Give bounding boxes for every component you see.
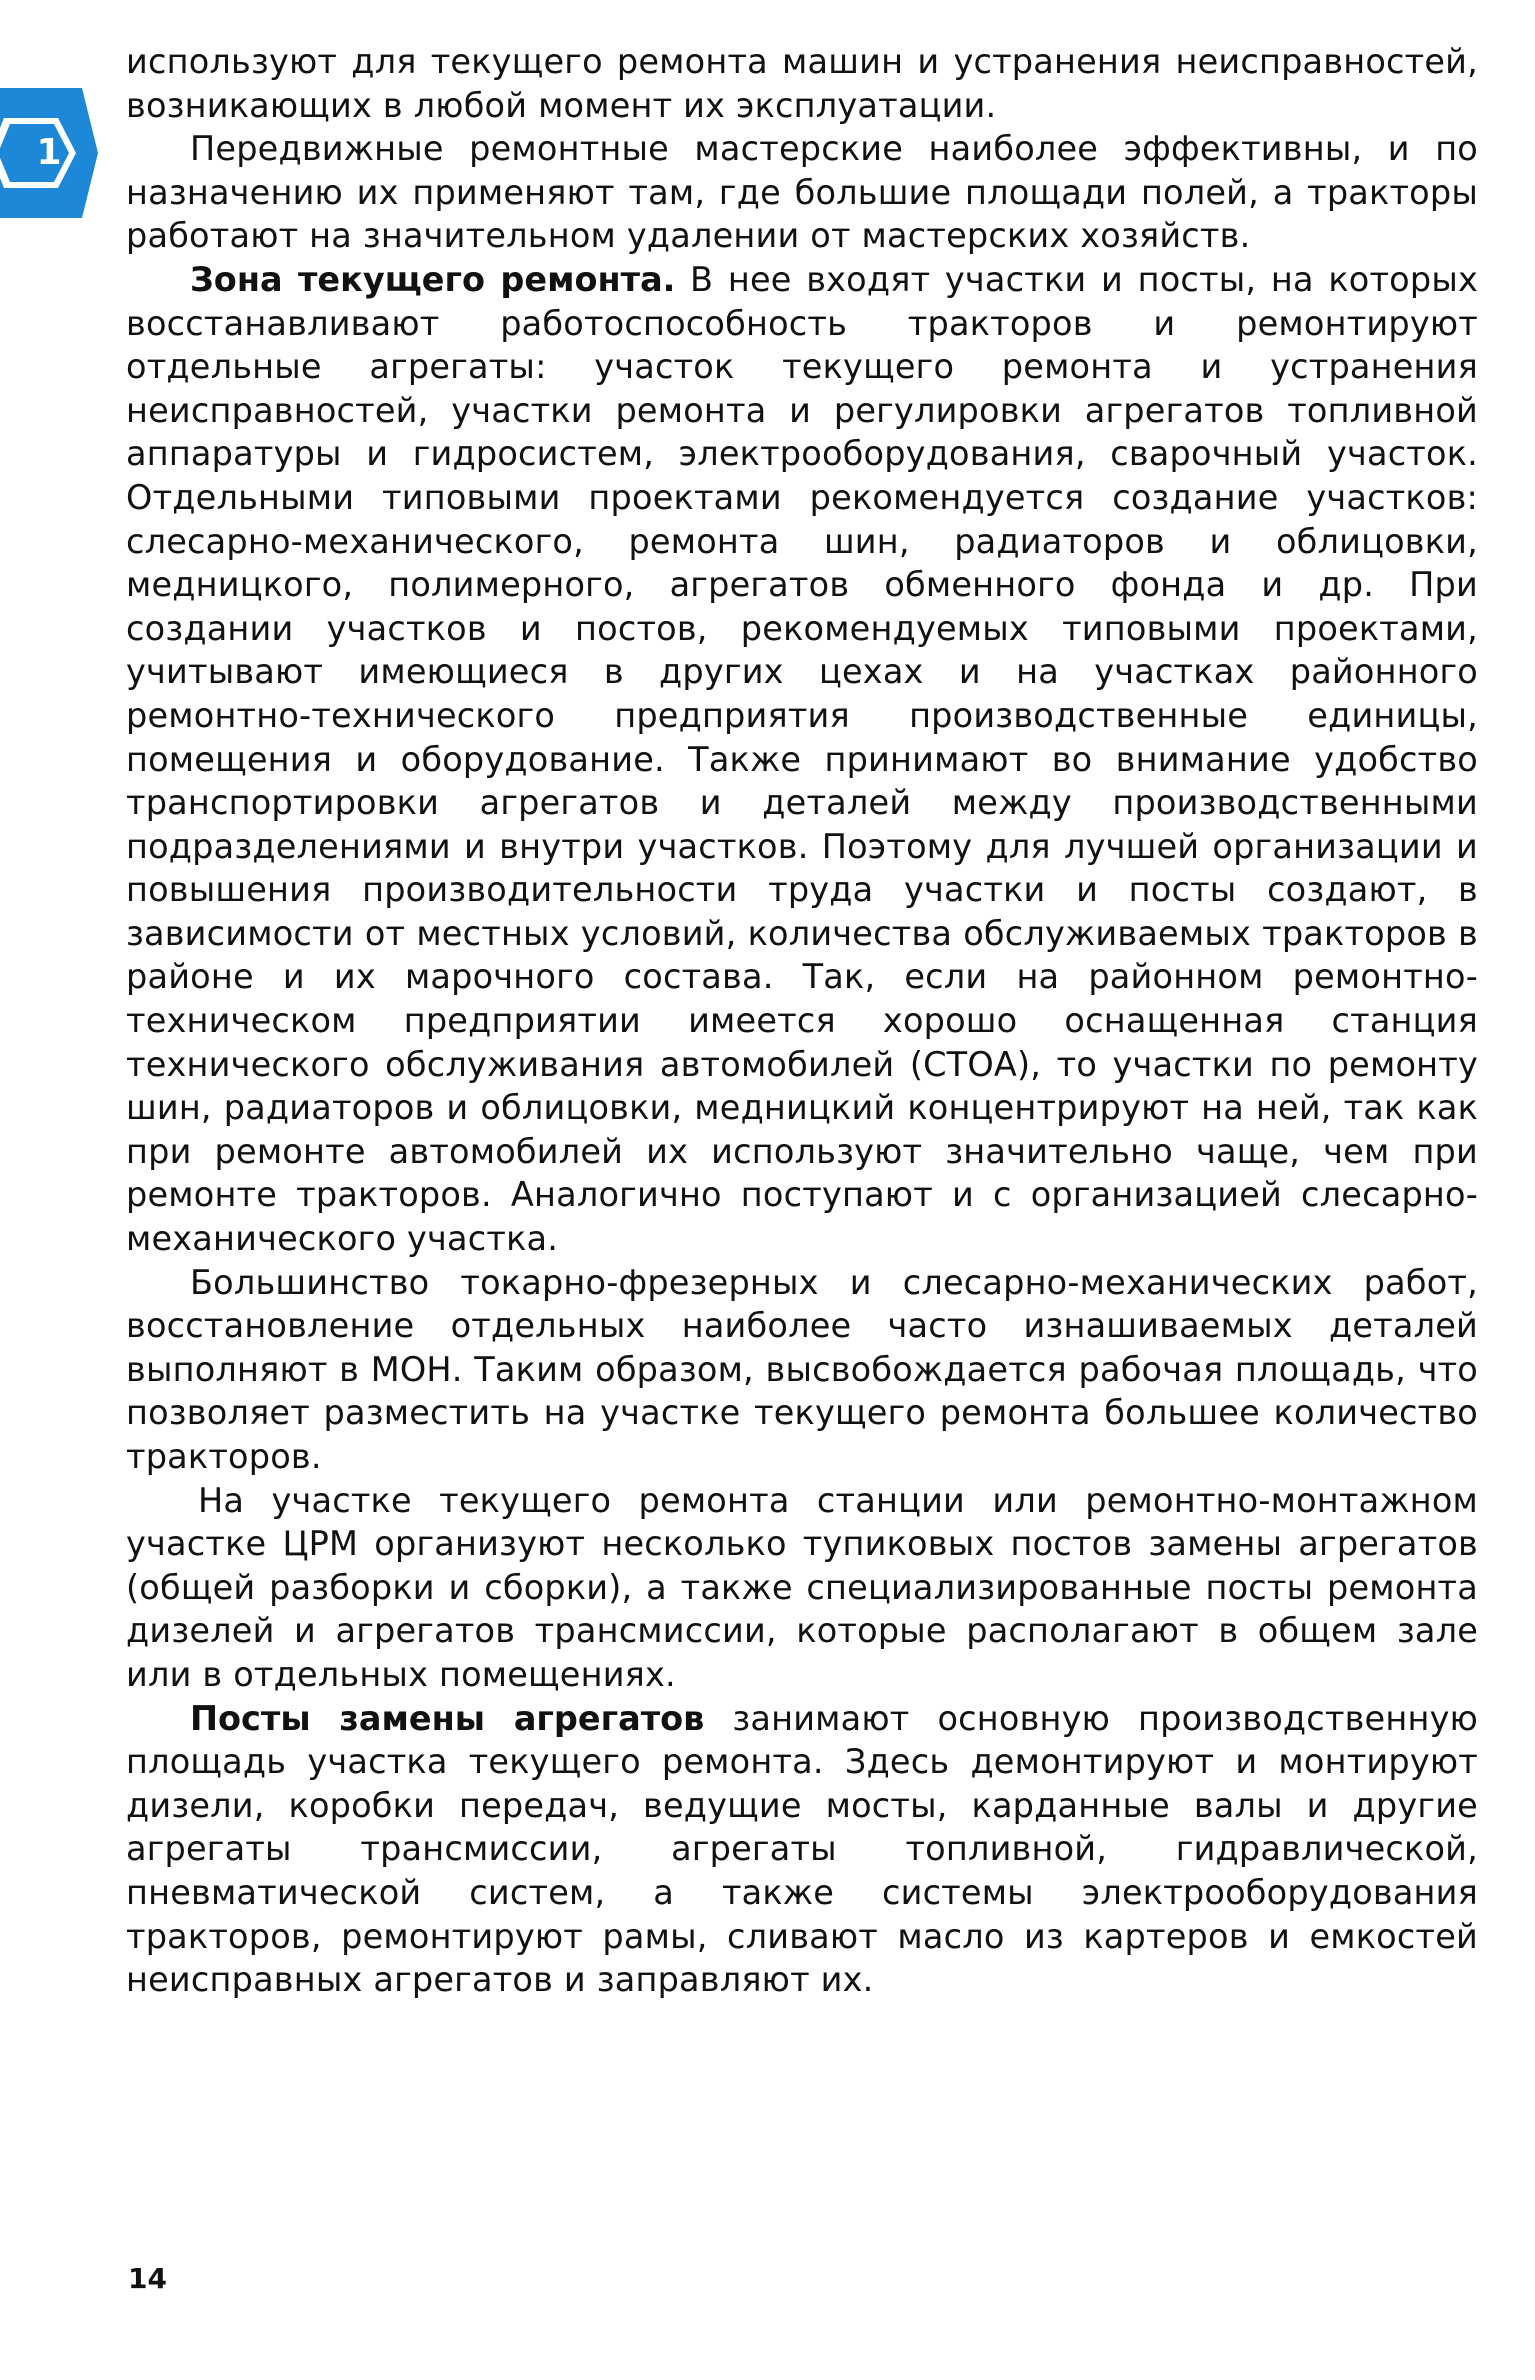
paragraph <box>126 40 1478 127</box>
paragraph-text: используют для текущего ремонта машин и устранения неисправностей, возникающих в любой момент их эксплуатации. <box>126 42 1478 125</box>
paragraph <box>126 127 1478 258</box>
paragraph-text: В нее входят участки и посты, на которых восстанавливают работоспособность тракторов и ремонтируют отдельные агрегаты: участок текущего ремонта и устранения неисправностей, участки ремонта и регулировки агрегатов топливной аппаратуры и гидросистем, электрооборудования, сварочный участок. Отдельными типовыми проектами рекомендуется создание участков: слесарно-механического, ремонта шин, радиаторов и облицовки, медницкого, полимерного, агрегатов обменного фонда и др. При создании участков и постов, рекомендуемых типовыми проектами, учитывают имеющиеся в других цехах и на участках районного ремонтно-технического предприятия производственные единицы, помещения и оборудование. Также принимают во внимание удобство транспортировки агрегатов и деталей между производственными подразделениями и внутри участков. Поэтому для лучшей организации и повышения производительности труда участки и посты создают, в зависимости от местных условий, количества обслуживаемых тракторов в районе и их марочного состава. Так, если на районном ремонтно-техническом предприятии имеется хорошо оснащенная станция технического обслуживания автомобилей (СТОА), то участки по ремонту шин, радиаторов и облицовки, медницкий концентрируют на ней, так как при ремонте автомобилей их используют значительно чаще, чем при ремонте тракторов. Аналогично поступают и с организацией слесарно-механического участка. <box>126 259 1478 1259</box>
chapter-number: 1 <box>36 132 62 173</box>
body-text <box>126 40 1478 2002</box>
paragraph <box>126 1479 1478 1697</box>
paragraph-text: На участке текущего ремонта станции или ремонтно-монтажном участке ЦРМ организуют несколько тупиковых постов замены агрегатов (общей разборки и сборки), а также специализированные посты ремонта дизелей и агрегатов трансмиссии, которые располагают в общем зале или в отдельных помещениях. <box>126 1480 1478 1694</box>
paragraph <box>126 1697 1478 2002</box>
paragraph-text: занимают основную производственную площадь участка текущего ремонта. Здесь демонтируют и монтируют дизели, коробки передач, ведущие мосты, карданные валы и другие агрегаты трансмиссии, агрегаты топливной, гидравлической, пневматической систем, а также системы электрооборудования тракторов, ремонтируют рамы, сливают масло из картеров и емкостей неисправных агрегатов и заправляют их. <box>126 1698 1478 2000</box>
paragraph-text: Большинство токарно-фрезерных и слесарно-механических работ, восстановление отдельных наиболее часто изнашиваемых деталей выполняют в МОН. Таким образом, высвобождается рабочая площадь, что позволяет разместить на участке текущего ремонта большее количество тракторов. <box>126 1262 1478 1476</box>
section-term: Посты замены агрегатов <box>190 1698 705 1738</box>
paragraph <box>126 1261 1478 1479</box>
page-number: 14 <box>128 2262 167 2295</box>
section-term: Зона текущего ремонта. <box>190 259 676 299</box>
chapter-tab <box>0 88 100 218</box>
paragraph <box>126 258 1478 1261</box>
paragraph-text: Передвижные ремонтные мастерские наиболее эффективны, и по назначению их применяют там, где большие площади полей, а тракторы работают на значительном удалении от мастерских хозяйств. <box>126 129 1478 256</box>
